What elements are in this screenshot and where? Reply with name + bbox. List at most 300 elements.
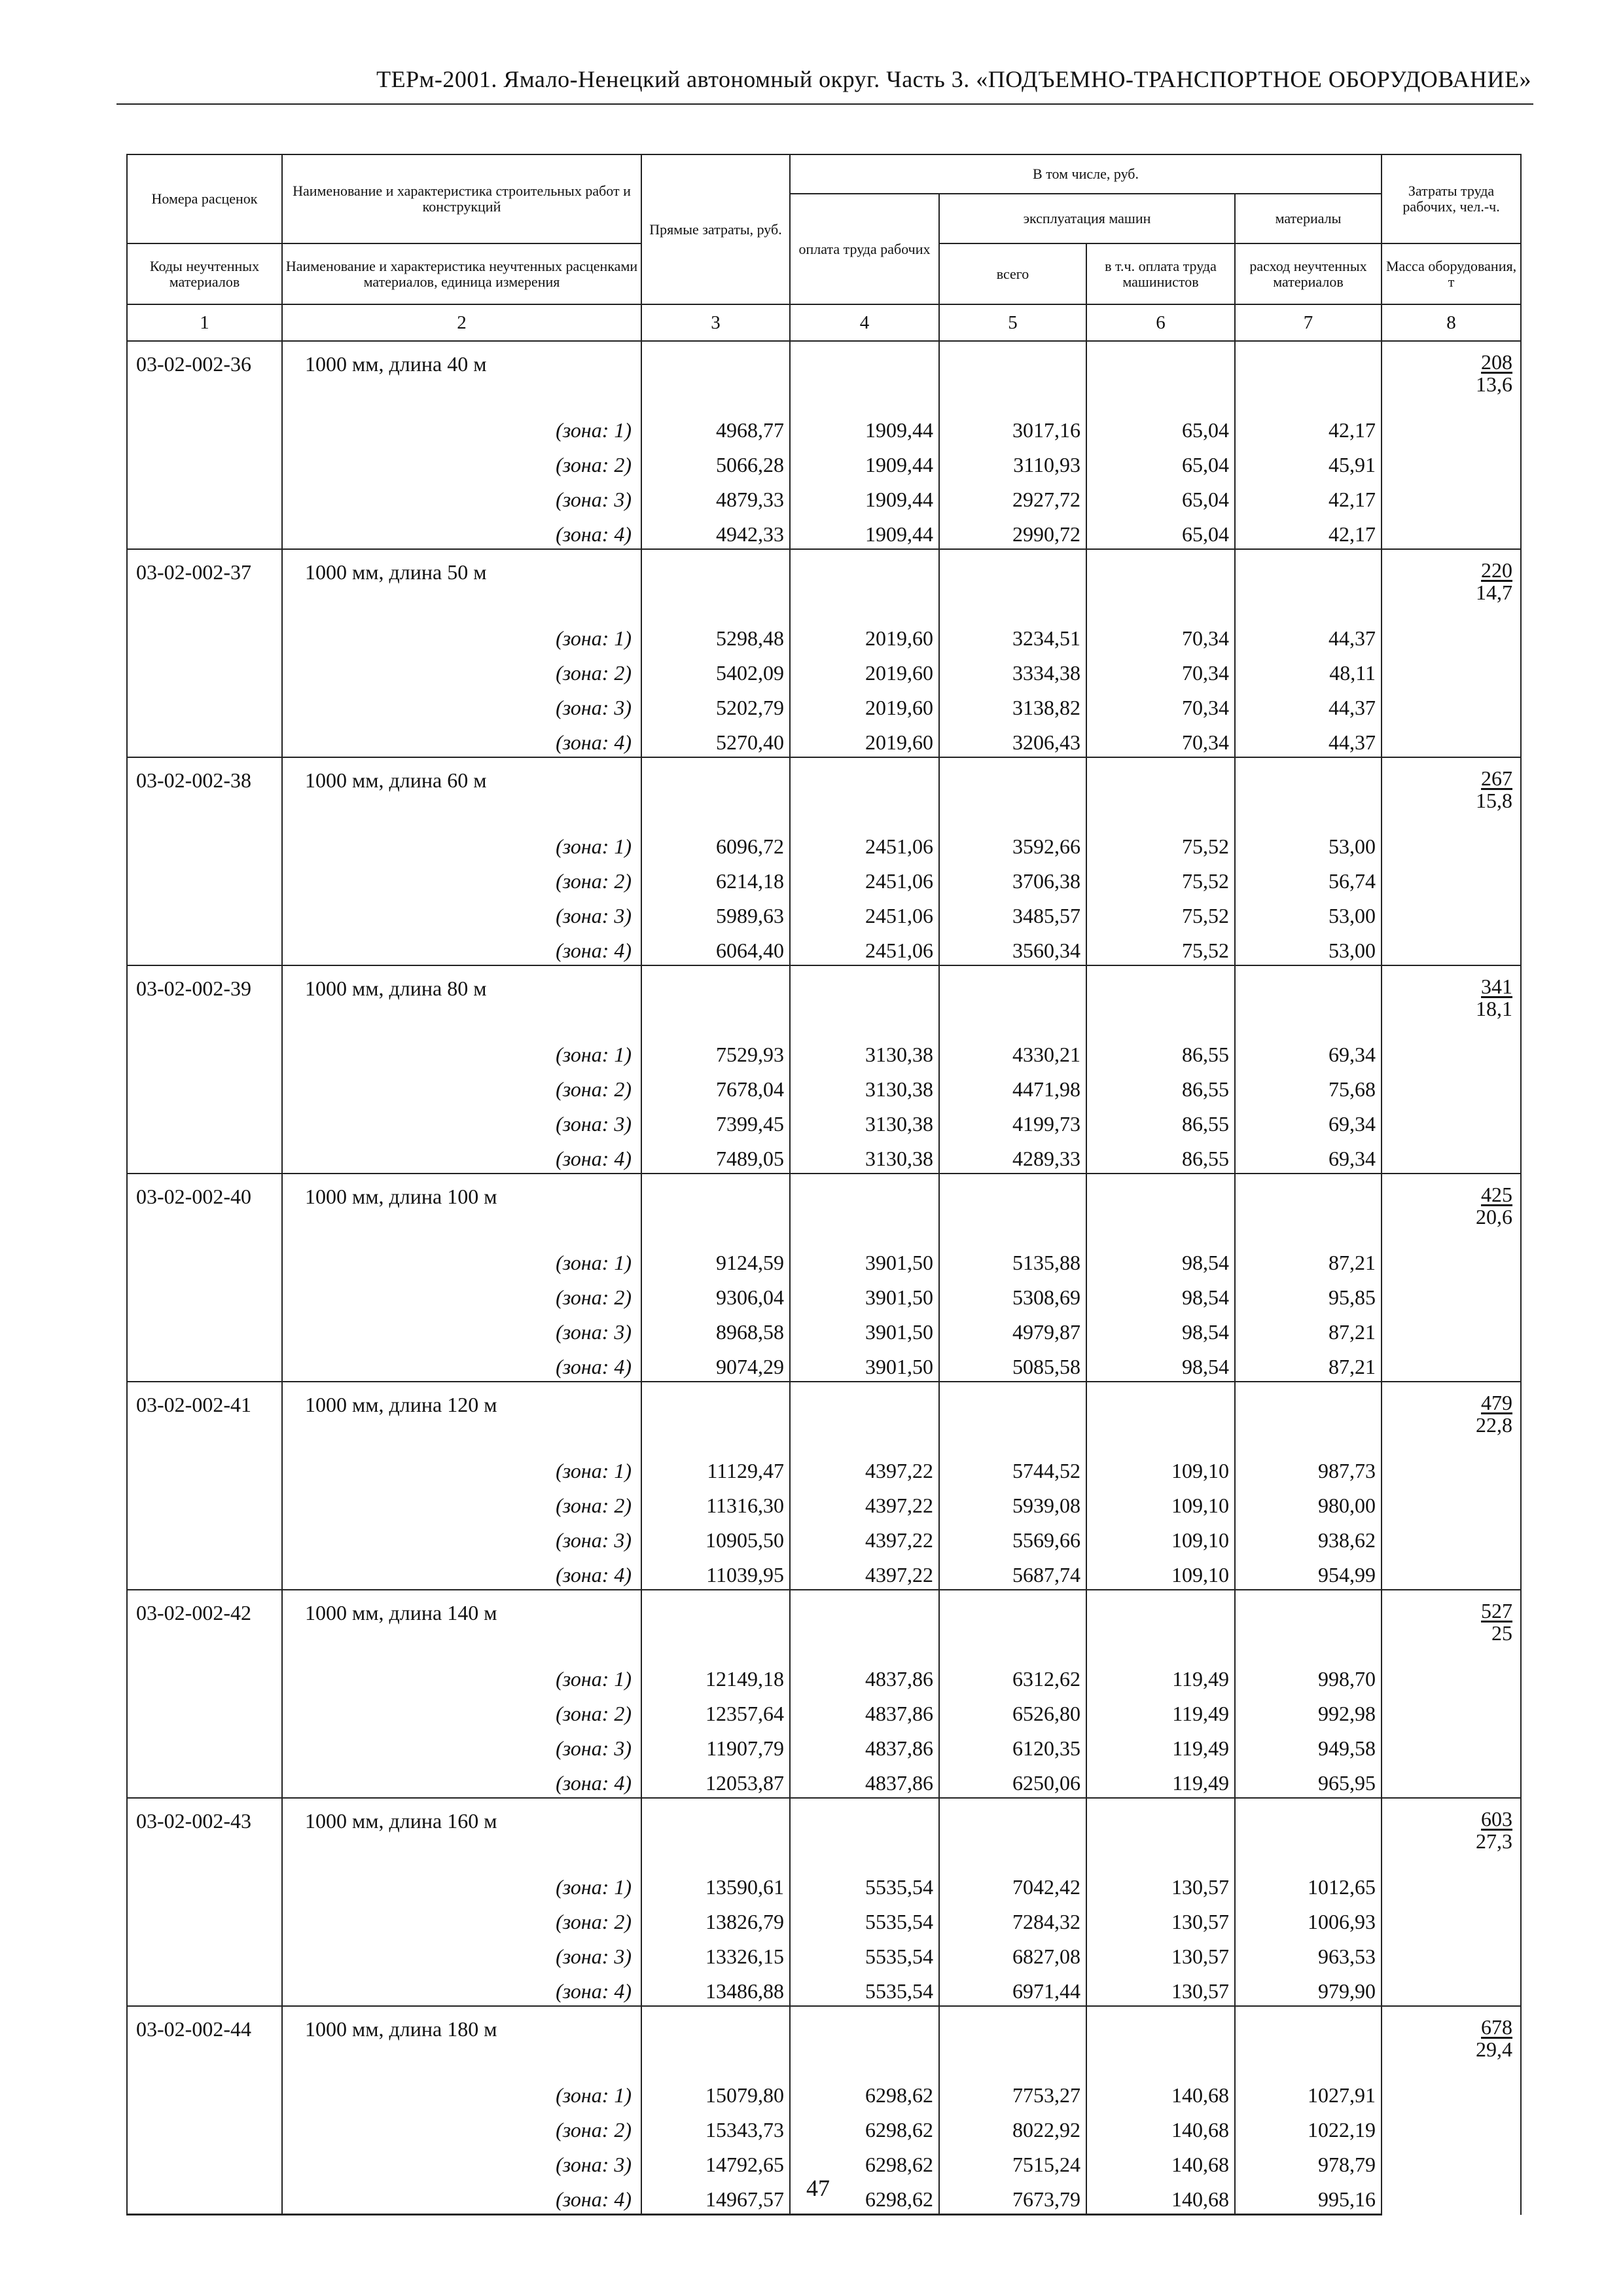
labor-pay-value: 4837,86 <box>790 1693 939 1728</box>
empty-cell <box>939 965 1086 1034</box>
machinist-pay-value: 86,55 <box>1086 1103 1235 1138</box>
rate-title-row <box>127 1382 1521 1450</box>
machinist-pay-value: 65,04 <box>1086 479 1235 514</box>
materials-value: 44,37 <box>1235 618 1382 653</box>
labor-cost-value: 425 <box>1481 1183 1513 1206</box>
direct-costs-value: 5066,28 <box>641 444 790 479</box>
labor-mass-cell <box>1382 965 1521 1174</box>
direct-costs-value: 12053,87 <box>641 1763 790 1798</box>
rate-name: 1000 мм, длина 60 м <box>282 757 641 826</box>
direct-costs-value: 5270,40 <box>641 722 790 757</box>
machine-total-value: 3206,43 <box>939 722 1086 757</box>
materials-value: 938,62 <box>1235 1520 1382 1554</box>
materials-value: 992,98 <box>1235 1693 1382 1728</box>
labor-pay-value: 3901,50 <box>790 1312 939 1346</box>
rate-name: 1000 мм, длина 160 м <box>282 1798 641 1867</box>
rate-code: 03-02-002-44 <box>127 2006 282 2075</box>
labor-pay-value: 4837,86 <box>790 1659 939 1693</box>
labor-cost-value: 208 <box>1481 350 1513 374</box>
empty-cell <box>127 2075 282 2109</box>
zone-row <box>127 1763 1521 1798</box>
materials-value: 53,00 <box>1235 930 1382 965</box>
materials-value: 95,85 <box>1235 1277 1382 1312</box>
empty-cell <box>127 930 282 965</box>
direct-costs-value: 11316,30 <box>641 1485 790 1520</box>
empty-cell <box>127 2144 282 2179</box>
rate-name: 1000 мм, длина 50 м <box>282 549 641 618</box>
machinist-pay-value: 140,68 <box>1086 2144 1235 2179</box>
machinist-pay-value: 70,34 <box>1086 618 1235 653</box>
machine-total-value: 5308,69 <box>939 1277 1086 1312</box>
page-number: 47 <box>806 2175 830 2201</box>
materials-value: 87,21 <box>1235 1346 1382 1382</box>
zone-label: (зона: 3) <box>282 895 641 930</box>
direct-costs-value: 13826,79 <box>641 1901 790 1936</box>
direct-costs-value: 8968,58 <box>641 1312 790 1346</box>
labor-mass-fraction <box>1476 1183 1512 1228</box>
page-header-title: ТЕРм-2001. Ямало-Ненецкий автономный округ. Часть 3. «ПОДЪЕМНО-ТРАНСПОРТНОЕ ОБОРУДОВАНИЕ» <box>376 66 1531 92</box>
empty-cell <box>1235 1174 1382 1242</box>
header-including: В том числе, руб. <box>790 154 1382 194</box>
empty-cell <box>1235 757 1382 826</box>
empty-cell <box>790 965 939 1034</box>
labor-pay-value: 4397,22 <box>790 1450 939 1485</box>
empty-cell <box>641 965 790 1034</box>
machinist-pay-value: 119,49 <box>1086 1693 1235 1728</box>
empty-cell <box>1235 1798 1382 1867</box>
empty-cell <box>127 1936 282 1971</box>
zone-label: (зона: 3) <box>282 2144 641 2179</box>
zone-label: (зона: 2) <box>282 444 641 479</box>
zone-row <box>127 1346 1521 1382</box>
zone-label: (зона: 4) <box>282 514 641 549</box>
column-number-row <box>127 304 1521 341</box>
empty-cell <box>127 653 282 687</box>
machine-total-value: 6120,35 <box>939 1728 1086 1763</box>
materials-value: 1006,93 <box>1235 1901 1382 1936</box>
header-machinist-pay: в т.ч. оплата труда машинистов <box>1086 243 1235 304</box>
column-number: 7 <box>1235 304 1382 341</box>
labor-pay-value: 3901,50 <box>790 1242 939 1277</box>
machine-total-value: 7042,42 <box>939 1867 1086 1901</box>
labor-pay-value: 4397,22 <box>790 1554 939 1590</box>
machine-total-value: 6526,80 <box>939 1693 1086 1728</box>
machinist-pay-value: 109,10 <box>1086 1485 1235 1520</box>
machine-total-value: 5687,74 <box>939 1554 1086 1590</box>
empty-cell <box>1086 1174 1235 1242</box>
labor-mass-cell <box>1382 549 1521 757</box>
direct-costs-value: 9124,59 <box>641 1242 790 1277</box>
empty-cell <box>127 1034 282 1069</box>
direct-costs-value: 5202,79 <box>641 687 790 722</box>
machine-total-value: 3138,82 <box>939 687 1086 722</box>
equipment-mass-value: 13,6 <box>1476 372 1513 396</box>
empty-cell <box>127 722 282 757</box>
direct-costs-value: 11039,95 <box>641 1554 790 1590</box>
materials-value: 1012,65 <box>1235 1867 1382 1901</box>
zone-label: (зона: 3) <box>282 1312 641 1346</box>
machinist-pay-value: 98,54 <box>1086 1242 1235 1277</box>
labor-cost-value: 479 <box>1481 1391 1513 1414</box>
machine-total-value: 7284,32 <box>939 1901 1086 1936</box>
materials-value: 987,73 <box>1235 1450 1382 1485</box>
labor-pay-value: 1909,44 <box>790 444 939 479</box>
zone-label: (зона: 2) <box>282 1485 641 1520</box>
empty-cell <box>127 1659 282 1693</box>
materials-value: 69,34 <box>1235 1034 1382 1069</box>
machinist-pay-value: 140,68 <box>1086 2075 1235 2109</box>
zone-label: (зона: 1) <box>282 826 641 861</box>
labor-pay-value: 1909,44 <box>790 514 939 549</box>
labor-mass-cell <box>1382 1174 1521 1382</box>
zone-label: (зона: 3) <box>282 479 641 514</box>
zone-label: (зона: 4) <box>282 2179 641 2215</box>
machine-total-value: 3560,34 <box>939 930 1086 965</box>
empty-cell <box>127 1728 282 1763</box>
materials-value: 978,79 <box>1235 2144 1382 2179</box>
labor-cost-value: 267 <box>1481 766 1513 790</box>
empty-cell <box>127 895 282 930</box>
empty-cell <box>127 1312 282 1346</box>
materials-value: 42,17 <box>1235 514 1382 549</box>
rate-name: 1000 мм, длина 100 м <box>282 1174 641 1242</box>
labor-pay-value: 2019,60 <box>790 687 939 722</box>
machinist-pay-value: 130,57 <box>1086 1936 1235 1971</box>
empty-cell <box>127 1485 282 1520</box>
rate-name: 1000 мм, длина 80 м <box>282 965 641 1034</box>
header-labor-costs: Затраты труда рабочих, чел.-ч. <box>1382 154 1521 243</box>
machine-total-value: 3334,38 <box>939 653 1086 687</box>
labor-mass-cell <box>1382 1590 1521 1798</box>
empty-cell <box>127 687 282 722</box>
empty-cell <box>641 549 790 618</box>
rate-name: 1000 мм, длина 140 м <box>282 1590 641 1659</box>
rate-code: 03-02-002-38 <box>127 757 282 826</box>
machine-total-value: 5939,08 <box>939 1485 1086 1520</box>
machine-total-value: 8022,92 <box>939 2109 1086 2144</box>
zone-row <box>127 722 1521 757</box>
empty-cell <box>939 1174 1086 1242</box>
zone-label: (зона: 1) <box>282 1242 641 1277</box>
zone-row <box>127 1103 1521 1138</box>
materials-value: 954,99 <box>1235 1554 1382 1590</box>
header-labor-pay: оплата труда рабочих <box>790 194 939 304</box>
direct-costs-value: 7399,45 <box>641 1103 790 1138</box>
zone-label: (зона: 1) <box>282 618 641 653</box>
labor-pay-value: 4837,86 <box>790 1728 939 1763</box>
zone-label: (зона: 4) <box>282 930 641 965</box>
empty-cell <box>939 2006 1086 2075</box>
zone-row <box>127 1277 1521 1312</box>
machinist-pay-value: 119,49 <box>1086 1659 1235 1693</box>
labor-pay-value: 1909,44 <box>790 410 939 444</box>
zone-label: (зона: 4) <box>282 1763 641 1798</box>
zone-row <box>127 653 1521 687</box>
materials-value: 87,21 <box>1235 1312 1382 1346</box>
zone-row <box>127 2075 1521 2109</box>
column-number: 8 <box>1382 304 1521 341</box>
empty-cell <box>641 1798 790 1867</box>
header-direct-costs: Прямые затраты, руб. <box>641 154 790 304</box>
machinist-pay-value: 86,55 <box>1086 1138 1235 1174</box>
empty-cell <box>127 1554 282 1590</box>
labor-mass-cell <box>1382 2006 1521 2215</box>
direct-costs-value: 6096,72 <box>641 826 790 861</box>
empty-cell <box>1235 2006 1382 2075</box>
empty-cell <box>1086 965 1235 1034</box>
empty-cell <box>939 549 1086 618</box>
labor-pay-value: 4397,22 <box>790 1485 939 1520</box>
labor-pay-value: 3130,38 <box>790 1138 939 1174</box>
direct-costs-value: 6064,40 <box>641 930 790 965</box>
machine-total-value: 4330,21 <box>939 1034 1086 1069</box>
labor-mass-cell <box>1382 341 1521 549</box>
materials-value: 995,16 <box>1235 2179 1382 2215</box>
direct-costs-value: 7529,93 <box>641 1034 790 1069</box>
materials-value: 69,34 <box>1235 1138 1382 1174</box>
empty-cell <box>790 1590 939 1659</box>
materials-value: 48,11 <box>1235 653 1382 687</box>
equipment-mass-value: 29,4 <box>1476 2037 1513 2061</box>
materials-value: 949,58 <box>1235 1728 1382 1763</box>
machinist-pay-value: 75,52 <box>1086 826 1235 861</box>
zone-row <box>127 895 1521 930</box>
labor-mass-fraction <box>1476 1391 1512 1436</box>
zone-row <box>127 1936 1521 1971</box>
zone-row <box>127 1034 1521 1069</box>
zone-row <box>127 618 1521 653</box>
rate-code: 03-02-002-39 <box>127 965 282 1034</box>
materials-value: 53,00 <box>1235 826 1382 861</box>
rate-title-row <box>127 965 1521 1034</box>
empty-cell <box>127 444 282 479</box>
machinist-pay-value: 109,10 <box>1086 1520 1235 1554</box>
direct-costs-value: 6214,18 <box>641 861 790 895</box>
labor-pay-value: 5535,54 <box>790 1867 939 1901</box>
labor-pay-value: 6298,62 <box>790 2144 939 2179</box>
zone-row <box>127 1485 1521 1520</box>
zone-label: (зона: 2) <box>282 1069 641 1103</box>
direct-costs-value: 4968,77 <box>641 410 790 444</box>
empty-cell <box>127 514 282 549</box>
zone-label: (зона: 2) <box>282 861 641 895</box>
zone-row <box>127 2109 1521 2144</box>
zone-label: (зона: 3) <box>282 1728 641 1763</box>
labor-mass-fraction <box>1476 559 1512 603</box>
machine-total-value: 5744,52 <box>939 1450 1086 1485</box>
direct-costs-value: 13486,88 <box>641 1971 790 2006</box>
empty-cell <box>127 1867 282 1901</box>
direct-costs-value: 5989,63 <box>641 895 790 930</box>
rate-name: 1000 мм, длина 40 м <box>282 341 641 410</box>
machine-total-value: 3485,57 <box>939 895 1086 930</box>
labor-pay-value: 2451,06 <box>790 895 939 930</box>
machine-total-value: 3017,16 <box>939 410 1086 444</box>
labor-mass-cell <box>1382 1382 1521 1590</box>
machine-total-value: 4289,33 <box>939 1138 1086 1174</box>
empty-cell <box>790 2006 939 2075</box>
header-rate-numbers: Номера расценок <box>127 154 282 243</box>
materials-value: 42,17 <box>1235 479 1382 514</box>
labor-pay-value: 1909,44 <box>790 479 939 514</box>
empty-cell <box>127 1971 282 2006</box>
direct-costs-value: 12357,64 <box>641 1693 790 1728</box>
zone-row <box>127 1520 1521 1554</box>
table-header <box>127 154 1521 341</box>
equipment-mass-value: 27,3 <box>1476 1829 1513 1853</box>
labor-mass-fraction <box>1476 767 1512 812</box>
zone-label: (зона: 1) <box>282 1867 641 1901</box>
empty-cell <box>939 341 1086 410</box>
labor-pay-value: 2019,60 <box>790 618 939 653</box>
header-work-name: Наименование и характеристика строительных работ и конструкций <box>282 154 641 243</box>
zone-row <box>127 1901 1521 1936</box>
header-machine-total: всего <box>939 243 1086 304</box>
rate-title-row <box>127 1590 1521 1659</box>
direct-costs-value: 9306,04 <box>641 1277 790 1312</box>
header-equipment-mass: Масса оборудования, т <box>1382 243 1521 304</box>
direct-costs-value: 4879,33 <box>641 479 790 514</box>
zone-row <box>127 687 1521 722</box>
zone-label: (зона: 2) <box>282 1693 641 1728</box>
labor-pay-value: 2019,60 <box>790 722 939 757</box>
empty-cell <box>127 1277 282 1312</box>
machine-total-value: 2990,72 <box>939 514 1086 549</box>
materials-value: 980,00 <box>1235 1485 1382 1520</box>
zone-row <box>127 861 1521 895</box>
zone-row <box>127 1069 1521 1103</box>
machinist-pay-value: 130,57 <box>1086 1971 1235 2006</box>
machine-total-value: 4979,87 <box>939 1312 1086 1346</box>
direct-costs-value: 5298,48 <box>641 618 790 653</box>
machine-total-value: 3234,51 <box>939 618 1086 653</box>
materials-value: 965,95 <box>1235 1763 1382 1798</box>
empty-cell <box>127 1346 282 1382</box>
machine-total-value: 3706,38 <box>939 861 1086 895</box>
machine-total-value: 7673,79 <box>939 2179 1086 2215</box>
zone-label: (зона: 3) <box>282 687 641 722</box>
labor-cost-value: 603 <box>1481 1807 1513 1831</box>
zone-label: (зона: 4) <box>282 1971 641 2006</box>
zone-label: (зона: 1) <box>282 1659 641 1693</box>
direct-costs-value: 15079,80 <box>641 2075 790 2109</box>
empty-cell <box>939 757 1086 826</box>
materials-value: 69,34 <box>1235 1103 1382 1138</box>
machinist-pay-value: 65,04 <box>1086 514 1235 549</box>
machinist-pay-value: 98,54 <box>1086 1277 1235 1312</box>
column-number: 4 <box>790 304 939 341</box>
machine-total-value: 6312,62 <box>939 1659 1086 1693</box>
zone-row <box>127 1971 1521 2006</box>
empty-cell <box>790 1382 939 1450</box>
labor-cost-value: 678 <box>1481 2015 1513 2039</box>
empty-cell <box>127 1520 282 1554</box>
rate-code: 03-02-002-41 <box>127 1382 282 1450</box>
direct-costs-value: 14967,57 <box>641 2179 790 2215</box>
labor-pay-value: 2451,06 <box>790 861 939 895</box>
column-number: 6 <box>1086 304 1235 341</box>
zone-label: (зона: 3) <box>282 1103 641 1138</box>
empty-cell <box>127 1069 282 1103</box>
zone-label: (зона: 4) <box>282 722 641 757</box>
rate-title-row <box>127 549 1521 618</box>
header-unaccounted-codes: Коды неучтенных материалов <box>127 243 282 304</box>
machine-total-value: 5085,58 <box>939 1346 1086 1382</box>
machinist-pay-value: 119,49 <box>1086 1728 1235 1763</box>
zone-row <box>127 1728 1521 1763</box>
zone-row <box>127 1554 1521 1590</box>
zone-label: (зона: 2) <box>282 653 641 687</box>
machinist-pay-value: 75,52 <box>1086 861 1235 895</box>
labor-pay-value: 5535,54 <box>790 1936 939 1971</box>
column-number: 3 <box>641 304 790 341</box>
materials-value: 1027,91 <box>1235 2075 1382 2109</box>
direct-costs-value: 7678,04 <box>641 1069 790 1103</box>
direct-costs-value: 11907,79 <box>641 1728 790 1763</box>
empty-cell <box>127 479 282 514</box>
machine-total-value: 7753,27 <box>939 2075 1086 2109</box>
empty-cell <box>127 1693 282 1728</box>
header-machine-use: эксплуатация машин <box>939 194 1235 243</box>
zone-row <box>127 1242 1521 1277</box>
zone-label: (зона: 4) <box>282 1554 641 1590</box>
table-body <box>127 341 1521 2215</box>
empty-cell <box>939 1382 1086 1450</box>
empty-cell <box>127 1901 282 1936</box>
empty-cell <box>939 1798 1086 1867</box>
labor-mass-fraction <box>1481 1600 1512 1644</box>
direct-costs-value: 14792,65 <box>641 2144 790 2179</box>
machinist-pay-value: 98,54 <box>1086 1346 1235 1382</box>
machinist-pay-value: 65,04 <box>1086 410 1235 444</box>
empty-cell <box>127 1763 282 1798</box>
empty-cell <box>1086 341 1235 410</box>
direct-costs-value: 12149,18 <box>641 1659 790 1693</box>
labor-pay-value: 3901,50 <box>790 1346 939 1382</box>
header-materials: материалы <box>1235 194 1382 243</box>
materials-value: 1022,19 <box>1235 2109 1382 2144</box>
zone-row <box>127 410 1521 444</box>
machine-total-value: 3592,66 <box>939 826 1086 861</box>
direct-costs-value: 5402,09 <box>641 653 790 687</box>
labor-mass-fraction <box>1476 975 1512 1020</box>
labor-pay-value: 3901,50 <box>790 1277 939 1312</box>
machine-total-value: 2927,72 <box>939 479 1086 514</box>
empty-cell <box>1086 2006 1235 2075</box>
empty-cell <box>790 341 939 410</box>
empty-cell <box>641 1174 790 1242</box>
zone-row <box>127 514 1521 549</box>
labor-mass-cell <box>1382 1798 1521 2006</box>
empty-cell <box>127 618 282 653</box>
machinist-pay-value: 65,04 <box>1086 444 1235 479</box>
empty-cell <box>1086 757 1235 826</box>
zone-row <box>127 444 1521 479</box>
zone-label: (зона: 4) <box>282 1138 641 1174</box>
direct-costs-value: 10905,50 <box>641 1520 790 1554</box>
rate-title-row <box>127 341 1521 410</box>
machinist-pay-value: 109,10 <box>1086 1554 1235 1590</box>
zone-row <box>127 479 1521 514</box>
labor-pay-value: 2451,06 <box>790 930 939 965</box>
direct-costs-value: 13590,61 <box>641 1867 790 1901</box>
zone-label: (зона: 4) <box>282 1346 641 1382</box>
materials-value: 75,68 <box>1235 1069 1382 1103</box>
zone-label: (зона: 1) <box>282 2075 641 2109</box>
empty-cell <box>641 2006 790 2075</box>
machinist-pay-value: 130,57 <box>1086 1867 1235 1901</box>
empty-cell <box>1086 1798 1235 1867</box>
